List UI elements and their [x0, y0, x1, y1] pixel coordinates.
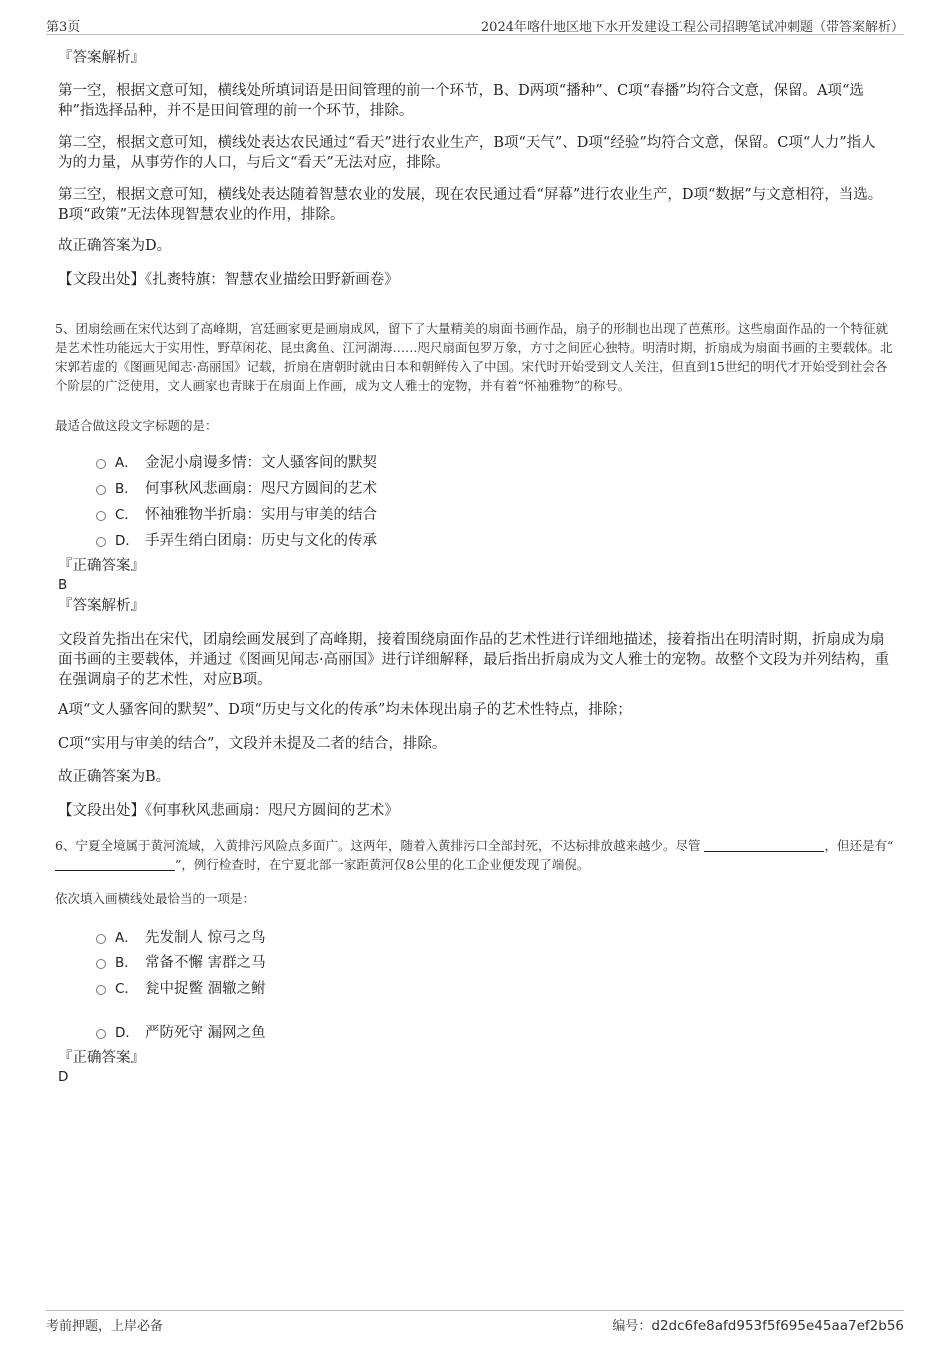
- radio-icon[interactable]: [96, 459, 106, 469]
- question-5-option-b[interactable]: B． 何事秋风悲画扇：咫尺方圆间的艺术: [96, 477, 377, 498]
- radio-icon[interactable]: [96, 959, 106, 969]
- analysis-paragraph-3: 第三空，根据文意可知，横线处表达随着智慧农业的发展，现在农民通过看“屏幕”进行农业生产，D项“数据”与文意相符，当选。B项“政策”无法体现智慧农业的作用，排除。: [58, 187, 883, 223]
- source-citation: 【文段出处】《扎赉特旗：智慧农业描绘田野新画卷》: [58, 272, 399, 288]
- analysis-label: 『答案解析』: [58, 50, 145, 66]
- page-header: [46, 14, 904, 35]
- question-6-option-c[interactable]: C． 瓮中捉鳖 涸辙之鲋: [96, 977, 266, 998]
- analysis-paragraph-2: A项“文人骚客间的默契”、D项“历史与文化的传承”均未体现出扇子的艺术性特点，排除；: [58, 702, 632, 718]
- correct-answer-label: 『正确答案』: [58, 1050, 145, 1066]
- question-5-stem: 5、团扇绘画在宋代达到了高峰期，宫廷画家更是画扇成风，留下了大量精美的扇面书画作品，扇子的形制也出现了芭蕉形。这些扇面作品的一个特征就是艺术性功能远大于实用性，野草闲花、昆虫禽鱼、江河湖海……咫尺扇面包罗万象，方寸之间匠心独特。明清时期，折扇成为扇面书画的主要载体。北宋郭若虚的《图画见闻志·高丽国》记载，折扇在唐朝时就由日本和朝鲜传入了中国。宋代时开始受到文人关注，但直到15世纪的明代才开始受到社会各个阶层的广泛使用，文人画家也青睐于在扇面上作画，成为文人雅士的宠物，并有着“怀袖雅物”的称号。: [55, 321, 893, 393]
- question-5-option-d[interactable]: D． 手弄生绡白团扇：历史与文化的传承: [96, 529, 377, 550]
- correct-answer-value: B: [58, 577, 68, 593]
- radio-icon[interactable]: [96, 485, 106, 495]
- question-5-option-a[interactable]: A． 金泥小扇谩多情：文人骚客间的默契: [96, 451, 377, 472]
- analysis-paragraph-2: 第二空，根据文意可知，横线处表达农民通过“看天”进行农业生产，B项“天气”、D项“经验”均符合文意，保留。C项“人力”指人为的力量，从事劳作的人口，与后文“看天”无法对应，排除。: [58, 135, 876, 171]
- fill-blank-2[interactable]: [55, 858, 175, 871]
- answer-conclusion: 故正确答案为B。: [58, 769, 171, 785]
- correct-answer-value: D: [58, 1069, 69, 1085]
- question-6-option-a[interactable]: A． 先发制人 惊弓之鸟: [96, 926, 266, 947]
- question-6-option-b[interactable]: B． 常备不懈 害群之马: [96, 951, 266, 972]
- question-6-stem: 6、宁夏全境属于黄河流域，入黄排污风险点多面广。这两年，随着入黄排污口全部封死，不达标排放越来越少。尽管 ，但还是有“ ”，例行检查时，在宁夏北部一家距黄河仅8公里的化工企业便发现了端倪。: [55, 838, 894, 872]
- question-5-prompt: 最适合做这段文字标题的是：: [55, 418, 218, 433]
- answer-conclusion: 故正确答案为D。: [58, 238, 172, 254]
- analysis-label: 『答案解析』: [58, 598, 145, 614]
- question-6-prompt: 依次填入画横线处最恰当的一项是：: [55, 891, 256, 906]
- radio-icon[interactable]: [96, 511, 106, 521]
- question-6-option-d[interactable]: D． 严防死守 漏网之鱼: [96, 1021, 266, 1042]
- radio-icon[interactable]: [96, 985, 106, 995]
- analysis-paragraph-3: C项“实用与审美的结合”，文段并未提及二者的结合，排除。: [58, 736, 447, 752]
- source-citation: 【文段出处】《何事秋风悲画扇：咫尺方圆间的艺术》: [58, 803, 399, 819]
- correct-answer-label: 『正确答案』: [58, 558, 145, 574]
- analysis-paragraph-1: 第一空，根据文意可知，横线处所填词语是田间管理的前一个环节，B、D两项“播种”、C项“春播”均符合文意，保留。A项“选种”指选择品种，并不是田间管理的前一个环节，排除。: [58, 83, 864, 119]
- question-5-option-c[interactable]: C． 怀袖雅物半折扇：实用与审美的结合: [96, 503, 377, 524]
- radio-icon[interactable]: [96, 934, 106, 944]
- radio-icon[interactable]: [96, 537, 106, 547]
- fill-blank-1[interactable]: [704, 839, 824, 852]
- page-footer: [46, 1310, 904, 1335]
- analysis-paragraph-1: 文段首先指出在宋代，团扇绘画发展到了高峰期，接着围绕扇面作品的艺术性进行详细地描述，接着指出在明清时期，折扇成为扇面书画的主要载体，并通过《图画见闻志·高丽国》进行详细解释，最后指出折扇成为文人雅士的宠物。故整个文段为并列结构，重在强调扇子的艺术性，对应B项。: [58, 632, 890, 688]
- document-code: 编号：d2dc6fe8afd953f5f695e45aa7ef2b56: [612, 1318, 904, 1334]
- radio-icon[interactable]: [96, 1029, 106, 1039]
- page-number: 第3页: [46, 20, 81, 35]
- document-title: 2024年喀什地区地下水开发建设工程公司招聘笔试冲刺题（带答案解析）: [480, 20, 904, 35]
- footer-slogan: 考前押题，上岸必备: [46, 1319, 164, 1334]
